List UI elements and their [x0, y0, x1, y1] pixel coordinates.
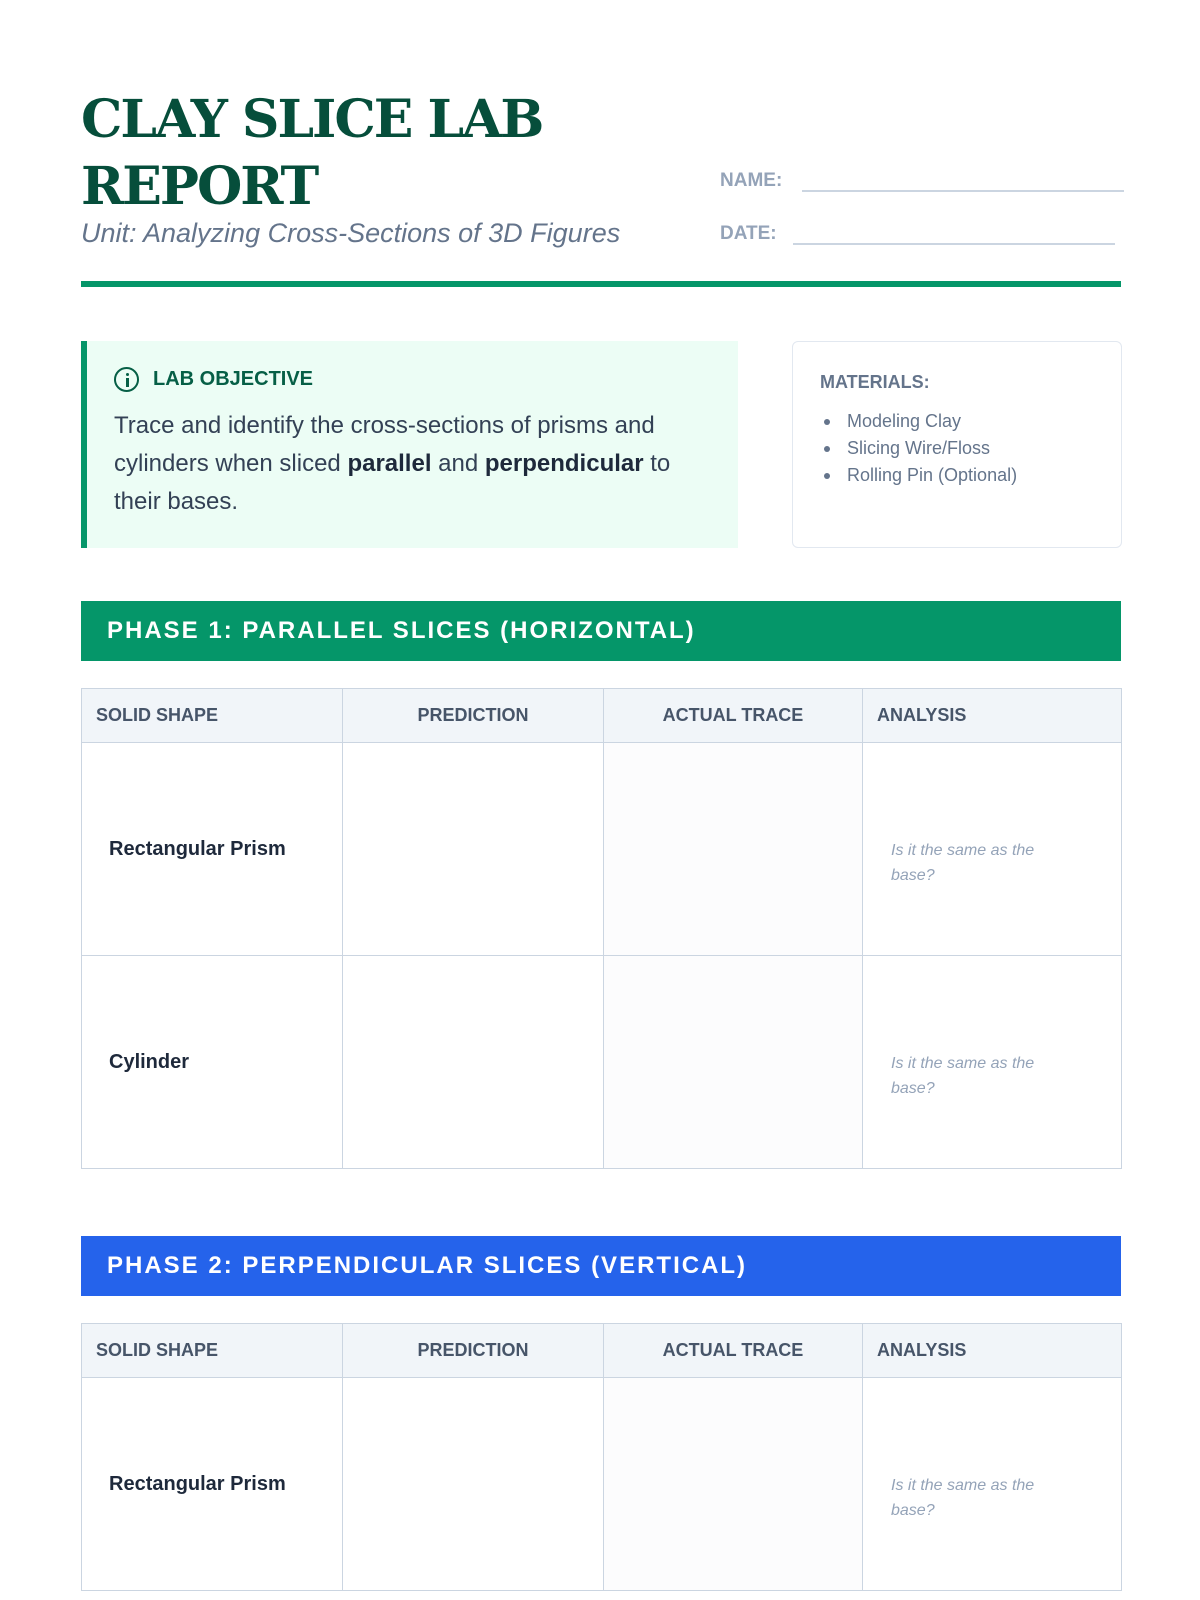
- lab-objective-box: [81, 341, 738, 548]
- table-header-row: [82, 1324, 1122, 1378]
- material-item: Modeling Clay: [820, 408, 1095, 435]
- objective-text-part: and: [431, 450, 485, 477]
- report-header: [81, 86, 1121, 286]
- prediction-cell[interactable]: [343, 1378, 604, 1591]
- objective-text-part: Trace and identify the cross-sections of prisms and cylinders when sliced: [114, 412, 655, 477]
- table-row: [82, 743, 1122, 956]
- col-analysis: ANALYSIS: [863, 1324, 1122, 1378]
- materials-box: [792, 341, 1122, 548]
- col-actual-trace: ACTUAL TRACE: [604, 689, 863, 743]
- date-label: DATE:: [720, 223, 777, 244]
- materials-heading: MATERIALS:: [820, 372, 930, 392]
- phase-2-table: [81, 1323, 1122, 1591]
- page-title: CLAY SLICE LAB REPORT: [81, 89, 543, 217]
- phase-1-table: [81, 688, 1122, 1169]
- objective-heading: LAB OBJECTIVE: [153, 368, 314, 390]
- shape-cell: Rectangular Prism: [82, 1378, 343, 1591]
- materials-list: [820, 408, 1095, 489]
- name-label: NAME:: [720, 170, 783, 191]
- actual-trace-cell[interactable]: [604, 956, 863, 1169]
- col-actual-trace: ACTUAL TRACE: [604, 1324, 863, 1378]
- analysis-cell[interactable]: Is it the same as the base?: [863, 1378, 1122, 1591]
- unit-subtitle: Unit: Analyzing Cross-Sections of 3D Figures: [81, 218, 621, 248]
- phase-2-banner: PHASE 2: PERPENDICULAR SLICES (VERTICAL): [81, 1236, 1121, 1296]
- objective-text-part: to their bases.: [114, 450, 671, 515]
- prediction-cell[interactable]: [343, 743, 604, 956]
- objective-text: [114, 407, 708, 521]
- shape-cell: Cylinder: [82, 956, 343, 1169]
- table-header-row: [82, 689, 1122, 743]
- shape-cell: Rectangular Prism: [82, 743, 343, 956]
- table-row: [82, 1378, 1122, 1591]
- objective-heading-row: [114, 367, 708, 392]
- analysis-cell[interactable]: Is it the same as the base?: [863, 743, 1122, 956]
- col-prediction: PREDICTION: [343, 689, 604, 743]
- name-input-line[interactable]: [802, 164, 1124, 192]
- objective-bold-perpendicular: perpendicular: [484, 450, 644, 477]
- name-field: [720, 164, 1124, 192]
- material-item: Slicing Wire/Floss: [820, 435, 1095, 462]
- actual-trace-cell[interactable]: [604, 743, 863, 956]
- material-item: Rolling Pin (Optional): [820, 462, 1095, 489]
- col-solid-shape: SOLID SHAPE: [82, 1324, 343, 1378]
- col-analysis: ANALYSIS: [863, 689, 1122, 743]
- date-field: [720, 217, 1115, 245]
- date-input-line[interactable]: [793, 217, 1115, 245]
- actual-trace-cell[interactable]: [604, 1378, 863, 1591]
- analysis-cell[interactable]: Is it the same as the base?: [863, 956, 1122, 1169]
- col-solid-shape: SOLID SHAPE: [82, 689, 343, 743]
- prediction-cell[interactable]: [343, 956, 604, 1169]
- objective-bold-parallel: parallel: [347, 450, 432, 477]
- header-divider: [81, 281, 1121, 287]
- phase-1-banner: PHASE 1: PARALLEL SLICES (HORIZONTAL): [81, 601, 1121, 661]
- col-prediction: PREDICTION: [343, 1324, 604, 1378]
- table-row: [82, 956, 1122, 1169]
- info-icon: [114, 367, 139, 392]
